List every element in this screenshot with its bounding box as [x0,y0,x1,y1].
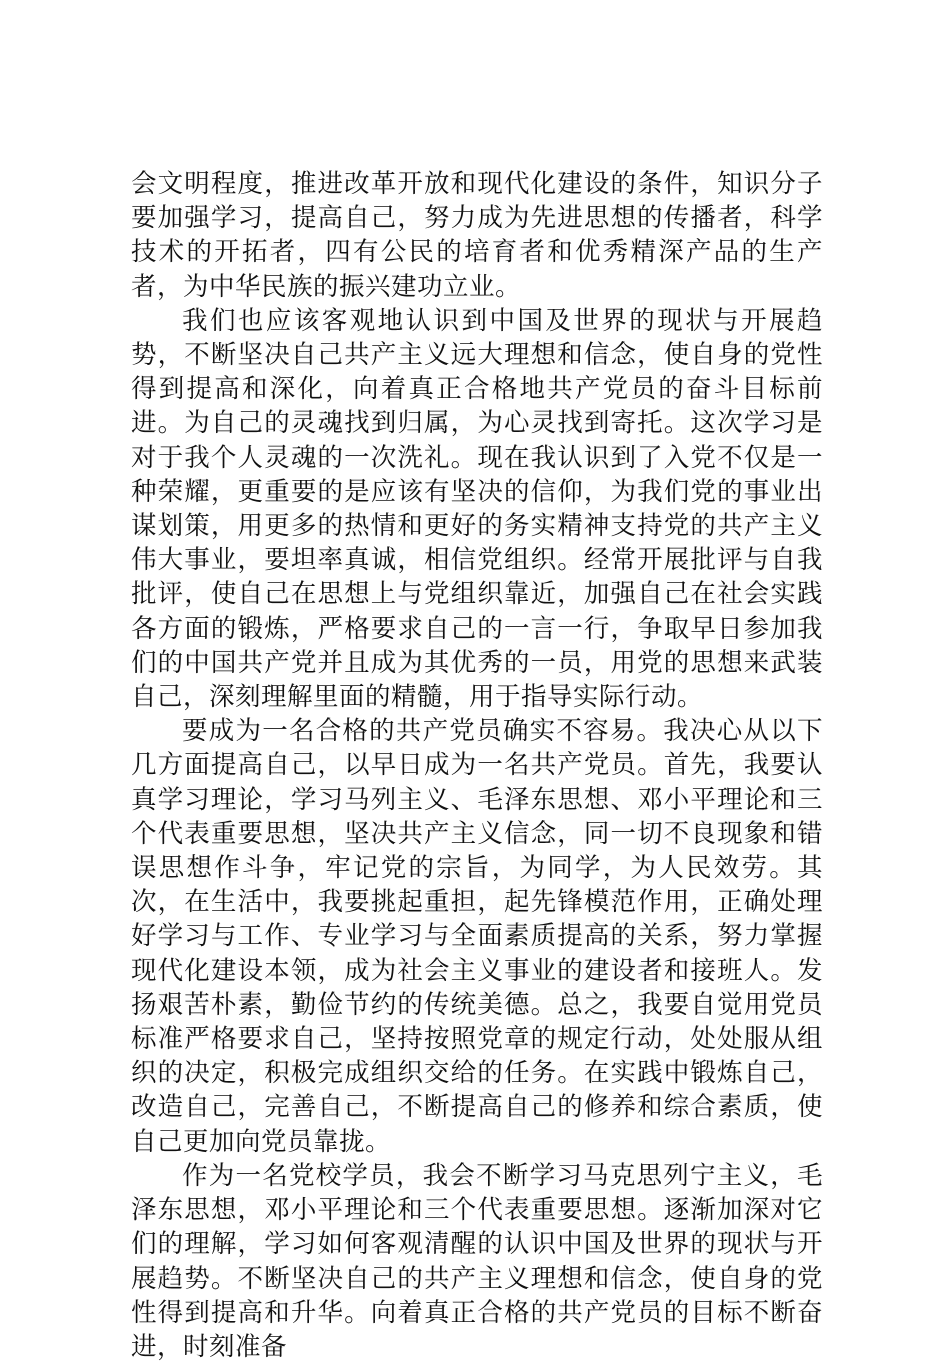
paragraph-resolution: 要成为一名合格的共产党员确实不容易。我决心从以下几方面提高自己，以早日成为一名共产党员。首先，我要认真学习理论，学习马列主义、毛泽东思想、邓小平理论和三个代表重要思想，坚决共产主义信念，同一切不良现象和错误思想作斗争，牢记党的宗旨，为同学，为人民效劳。其次，在生活中，我要挑起重担，起先锋模范作用，正确处理好学习与工作、专业学习与全面素质提高的关系，努力掌握现代化建设本领，成为社会主义事业的建设者和接班人。发扬艰苦朴素，勤俭节约的传统美德。总之，我要自觉用党员标准严格要求自己，坚持按照党章的规定行动，处处服从组织的决定，积极完成组织交给的任务。在实践中锻炼自己，改造自己，完善自己，不断提高自己的修养和综合素质，使自己更加向党员靠拢。 [131,716,823,1157]
paragraph-continuation: 会文明程度，推进改革开放和现代化建设的条件，知识分子要加强学习，提高自己，努力成为先进思想的传播者，科学技术的开拓者，四有公民的培育者和优秀精深产品的生产者，为中华民族的振兴建功立业。 [131,169,823,302]
paragraph-understanding: 我们也应该客观地认识到中国及世界的现状与开展趋势，不断坚决自己共产主义远大理想和信念，使自身的党性得到提高和深化，向着真正合格地共产党员的奋斗目标前进。为自己的灵魂找到归属，为心灵找到寄托。这次学习是对于我个人灵魂的一次洗礼。现在我认识到了入党不仅是一种荣耀，更重要的是应该有坚决的信仰，为我们党的事业出谋划策，用更多的热情和更好的务实精神支持党的共产主义伟大事业，要坦率真诚，相信党组织。经常开展批评与自我批评，使自己在思想上与党组织靠近，加强自己在社会实践各方面的锻炼，严格要求自己的一言一行，争取早日参加我们的中国共产党并且成为其优秀的一员，用党的思想来武装自己，深刻理解里面的精髓，用于指导实际行动。 [131,305,823,713]
paragraph-party-school: 作为一名党校学员，我会不断学习马克思列宁主义，毛泽东思想，邓小平理论和三个代表重要思想。逐渐加深对它们的理解，学习如何客观清醒的认识中国及世界的现状与开展趋势。不断坚决自己的共产主义理想和信念，使自身的党性得到提高和升华。向着真正合格的共产党员的目标不断奋进，时刻准备 [131,1160,823,1362]
body-text [131,167,823,1364]
